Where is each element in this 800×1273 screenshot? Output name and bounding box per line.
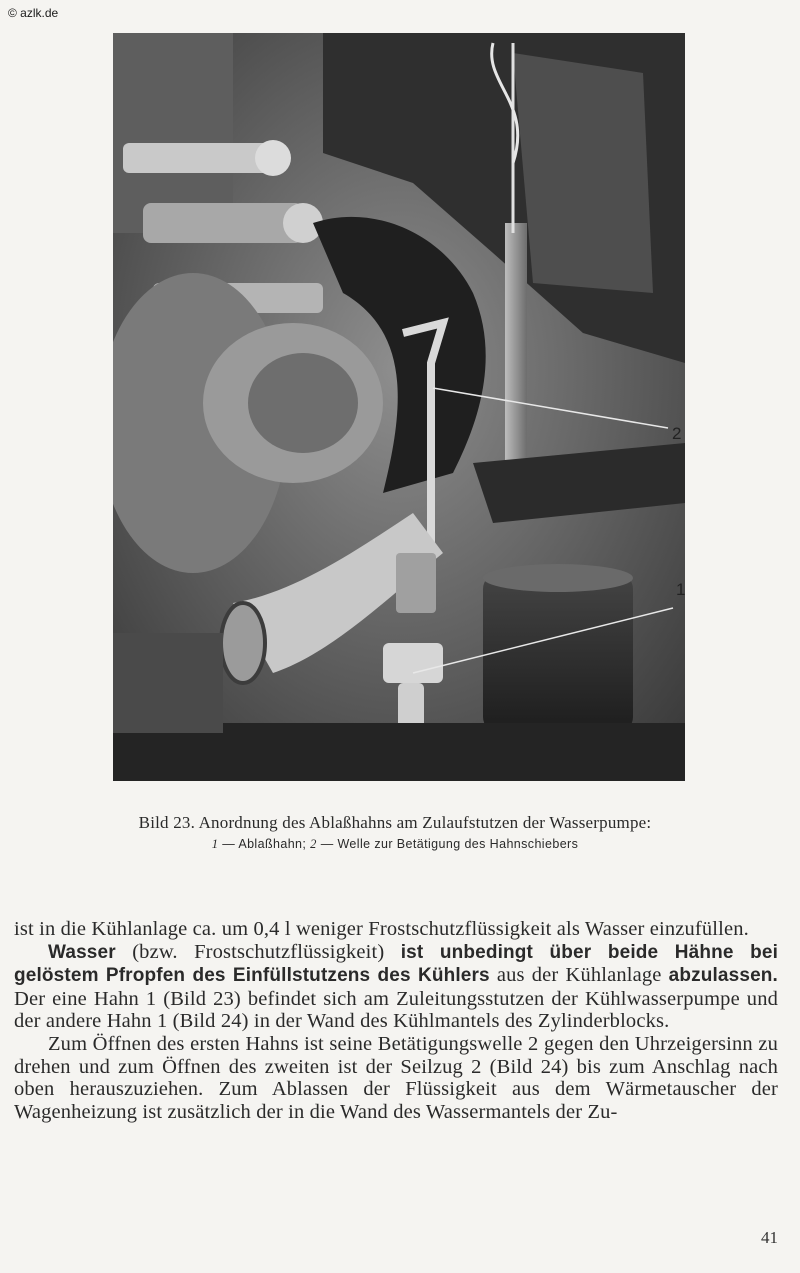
caption-prefix: Bild 23. xyxy=(138,813,196,832)
paragraph-2 xyxy=(14,941,778,1033)
engine-photo-drawing xyxy=(113,33,685,781)
legend-1-num: 1 xyxy=(211,837,219,851)
p2-bold-1: Wasser xyxy=(48,941,116,963)
p2-text-3: Der eine Hahn 1 (Bild 23) befindet sich am Zuleitungsstutzen der Kühlwasserpumpe und der andere Hahn 1 (Bild 24) in der Wand des Kühlmantels des Zylinderblocks. xyxy=(14,987,778,1033)
p2-text-2: aus der Kühlanlage xyxy=(496,964,662,987)
paragraph-1: ist in die Kühlanlage ca. um 0,4 l weniger Frostschutzflüssigkeit als Wasser einzufüllen. xyxy=(14,918,749,940)
figure-caption xyxy=(110,812,680,853)
callout-1: 1 xyxy=(676,580,686,599)
callout-2: 2 xyxy=(672,424,682,443)
legend-1-text: — Ablaßhahn; xyxy=(222,837,307,851)
legend-2-num: 2 xyxy=(310,837,317,851)
engine-photo xyxy=(113,33,685,781)
caption-title xyxy=(110,812,680,833)
caption-text: Anordnung des Ablaßhahns am Zulaufstutzen der Wasserpumpe: xyxy=(198,813,652,832)
watermark: © azlk.de xyxy=(8,6,59,20)
legend-2-text: — Welle zur Betätigung des Hahnschiebers xyxy=(320,837,579,851)
p2-bold-3: abzulassen. xyxy=(668,965,778,987)
p2-text-1: (bzw. Frostschutzflüssigkeit) xyxy=(132,940,385,963)
caption-legend xyxy=(110,835,680,853)
paragraph-3: Zum Öffnen des ersten Hahns ist seine Betätigungswelle 2 gegen den Uhrzeigersinn zu drehen und zum Öffnen des zweiten ist der Seilzug 2 (Bild 24) bis zum Anschlag nach oben herauszuziehen. Zum Ablassen der Flüssigkeit aus dem Wärmetauscher der Wagenheizung ist zusätzlich der in die Wand des Wassermantels der Zu- xyxy=(14,1032,778,1123)
page-number: 41 xyxy=(761,1228,778,1247)
p2-bold-2: ist unbedingt über beide Hähne bei gelöstem Pfropfen des Einfüllstutzens des Kühlers xyxy=(14,941,779,987)
body-text xyxy=(14,918,778,1123)
